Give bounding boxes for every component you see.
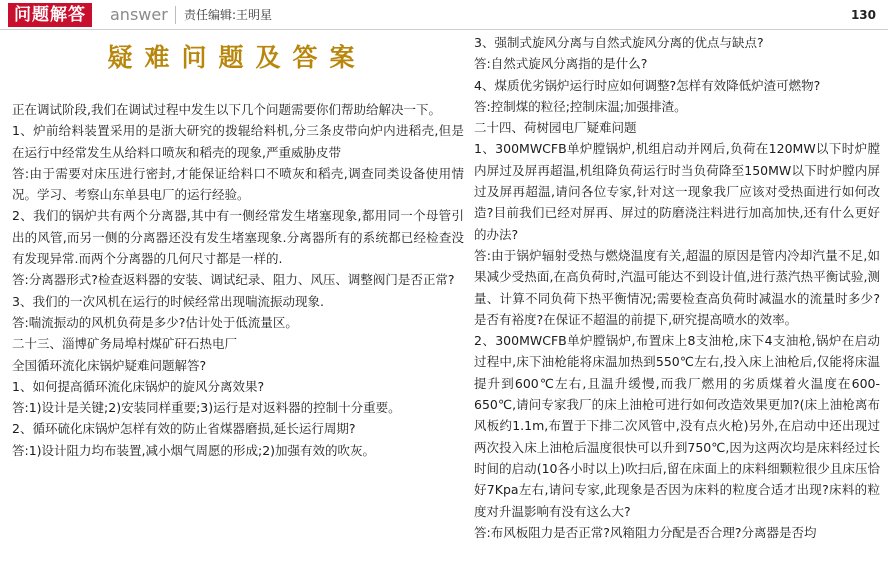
paragraph: 2、300MWCFB单炉膛锅炉,布置床上8支油枪,床下4支油枪,锅炉在启动过程中,床下油枪能将床温加热到550℃左右,投入床上油枪后,仅能将床温提升到600℃左右,且温升缓慢,而我厂燃用的劣质煤着火温度在600-650℃,请问专家我厂的床上油枪可进行如何改造效果更加?(床上油枪离布风板约1.1m,布置于下排二次风管中,没有点火枪)另外,在启动中还出现过两次投入床上油枪后温度很快可以升到750℃,因为这两次均是床料经过长时间的启动(10各小时以上)吹扫后,留在床面上的床料细颗粒很少且床压恰好7Kpa左右,请问专家,此现象是否因为床料的粒度合适才出现?床料的粒度对升温影响有没有这么大? bbox=[474, 333, 880, 519]
paragraph: 二十四、荷树园电厂疑难问题 bbox=[474, 120, 637, 136]
paragraph: 1、炉前给料装置采用的是浙大研究的拨辊给料机,分三条皮带向炉内进稻壳,但是在运行中经常发生从给料口喷灰和稻壳的现象,严重威胁皮带 bbox=[12, 123, 464, 160]
paragraph: 答:喘流振动的风机负荷是多少?估计处于低流量区。 bbox=[12, 314, 298, 330]
paragraph: 答:自然式旋风分离指的是什么? bbox=[474, 56, 648, 72]
page-number: 130 bbox=[850, 8, 876, 22]
editor-credit: 责任编辑:王明星 bbox=[184, 8, 273, 22]
paragraph: 二十三、淄博矿务局埠村煤矿矸石热电厂 bbox=[12, 336, 238, 352]
section-english-label: answer bbox=[110, 5, 168, 24]
section-logo: 问题解答 bbox=[8, 3, 92, 27]
paragraph: 2、我们的锅炉共有两个分离器,其中有一侧经常发生堵塞现象,都用同一个母管引出的风管,而另一侧的分离器还没有发生堵塞现象.分离器所有的系统都已经检查没有发现异常.而两个分离器的几何尺寸都是一样的. bbox=[12, 208, 464, 267]
right-column bbox=[474, 32, 880, 588]
paragraph: 3、强制式旋风分离与自然式旋风分离的优点与缺点? bbox=[474, 35, 764, 50]
paragraph: 答:1)设计是关键;2)安装同样重要;3)运行是对返料器的控制十分重要。 bbox=[12, 400, 401, 416]
paragraph: 答:1)设计阻力均布装置,减小烟气周愿的形成;2)加强有效的吹灰。 bbox=[12, 442, 376, 458]
paragraph: 正在调试阶段,我们在调试过程中发生以下几个问题需要你们帮助给解决一下。 bbox=[12, 102, 441, 117]
paragraph: 1、如何提高循环流化床锅炉的旋风分离效果? bbox=[12, 378, 265, 394]
paragraph: 答:控制煤的粒径;控制床温;加强排渣。 bbox=[474, 98, 687, 114]
header-rule bbox=[0, 29, 888, 30]
paragraph: 1、300MWCFB单炉膛锅炉,机组启动并网后,负荷在120MW以下时炉膛内屏过及屏再超温,机组降负荷运行时当负荷降至150MW以下时炉膛内屏过及屏再超温,请问各位专家,针对这一现象我厂应该对受热面进行如何改造?目前我们已经对屏再、屏过的防磨浇注料进行加高加快,还有什么更好的办法? bbox=[474, 141, 880, 242]
paragraph: 全国循环流化床锅炉疑难问题解答? bbox=[12, 357, 207, 373]
paragraph: 3、我们的一次风机在运行的时候经常出现喘流振动现象. bbox=[12, 293, 324, 309]
header-divider bbox=[175, 6, 176, 24]
left-column bbox=[12, 99, 464, 588]
page-header bbox=[0, 0, 888, 30]
paragraph: 答:布风板阻力是否正常?风箱阻力分配是否合理?分离器是否均 bbox=[474, 524, 817, 540]
paragraph: 2、循环硫化床锅炉怎样有效的防止省煤器磨损,延长运行周期? bbox=[12, 421, 356, 437]
article-title: 疑难问题及答案 bbox=[107, 43, 367, 72]
paragraph: 答:由于需要对床压进行密封,才能保证给料口不喷灰和稻壳,调查同类设备使用情况。学习、考察山东单县电厂的运行经验。 bbox=[12, 165, 464, 203]
paragraph: 4、煤质优劣锅炉运行时应如何调整?怎样有效降低炉渣可燃物? bbox=[474, 77, 821, 93]
paragraph: 答:由于锅炉辐射受热与燃烧温度有关,超温的原因是管内冷却汽量不足,如果减少受热面,在高负荷时,汽温可能达不到设计值,进行蒸汽热平衡试验,测量、计算不同负荷下热平衡情况;需要检查高负荷时减温水的流量时多少?是否有裕度?在保证不超温的前提下,研究提高喷水的效率。 bbox=[474, 247, 880, 327]
paragraph: 答:分离器形式?检查返料器的安装、调试纪录、阻力、风压、调整阀门是否正常? bbox=[12, 272, 455, 288]
